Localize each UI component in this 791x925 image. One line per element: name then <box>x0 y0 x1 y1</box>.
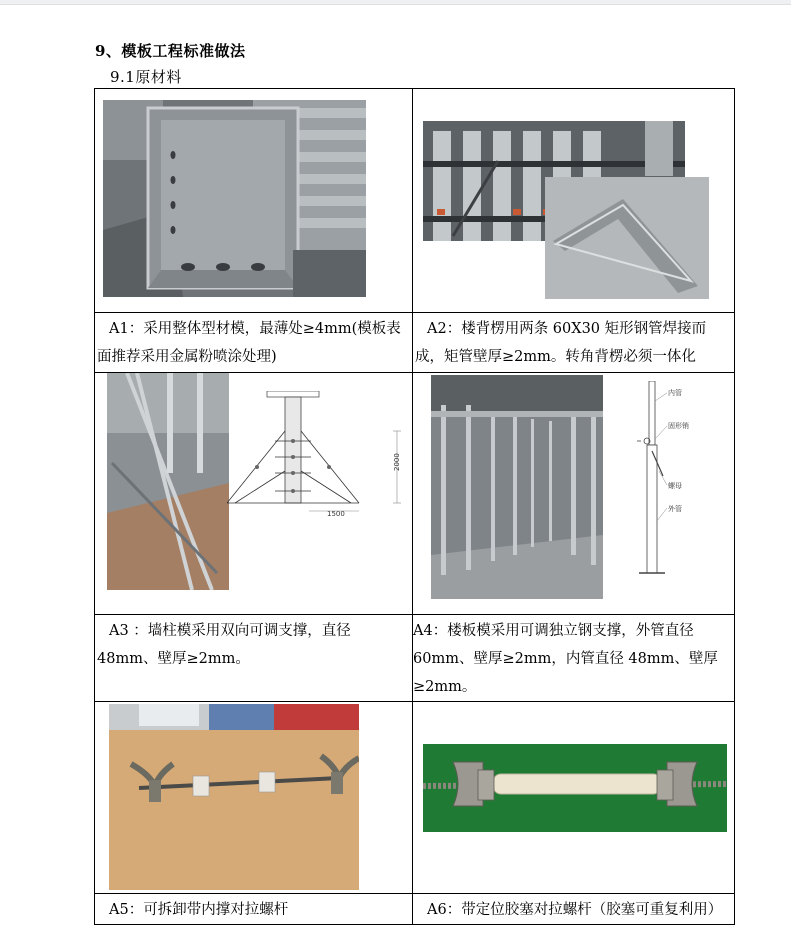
a4-ring-label: 固形销 <box>668 422 689 430</box>
caption-a3: A3 ：墙柱模采用双向可调支撑，直径 48mm、壁厚≥2mm。 <box>97 623 351 667</box>
caption-a1: A1：采用整体型材模，最薄处≥4mm(模板表面推荐采用金属粉喷涂处理) <box>97 321 401 365</box>
cell-a3-image <box>95 373 413 615</box>
caption-a5: A5：可拆卸带内撑对拉螺杆 <box>109 902 289 918</box>
materials-table <box>94 88 735 925</box>
cell-a4-caption <box>413 615 735 702</box>
a4-steel-prop-diagram <box>637 381 727 581</box>
photo-steel-props-icon <box>431 375 603 599</box>
caption-a2: A2：楼背楞用两条 60X30 矩形钢管焊接而成，矩管壁厚≥2mm。转角背楞必须一体化 <box>415 321 707 365</box>
cell-a2-caption <box>413 313 735 373</box>
photo-aluminum-formwork-icon <box>103 100 366 297</box>
photo-back-ridge-icon <box>423 121 709 299</box>
a4-outer-label: 外管 <box>668 505 682 513</box>
caption-a4: A4：楼板模采用可调独立钢支撑，外管直径 60mm、壁厚≥2mm，内管直径 48mm、壁厚≥2mm。 <box>413 623 718 695</box>
photo-tie-rod-plug-icon <box>423 744 727 832</box>
cell-a1-image <box>95 89 413 313</box>
a4-inner-label: 内管 <box>668 389 682 397</box>
cell-a5-caption <box>95 894 413 925</box>
photo-tie-rod-icon <box>109 704 359 890</box>
cell-a5-image <box>95 702 413 894</box>
photo-wall-brace-icon <box>107 373 229 590</box>
cell-a6-caption <box>413 894 735 925</box>
a3-wall-brace-diagram <box>227 391 409 517</box>
page-top-strip <box>0 0 791 5</box>
cell-a6-image <box>413 702 735 894</box>
cell-a4-image <box>413 373 735 615</box>
subsection-title: 9.1原材料 <box>110 68 182 86</box>
caption-a6: A6：带定位胶塞对拉螺杆（胶塞可重复利用） <box>427 902 723 918</box>
a3-height-label: 2000 <box>393 453 401 471</box>
cell-a3-caption <box>95 615 413 702</box>
cell-a2-image <box>413 89 735 313</box>
cell-a1-caption <box>95 313 413 373</box>
section-title: 9、模板工程标准做法 <box>95 42 246 60</box>
a3-width-label: 1500 <box>327 510 345 517</box>
a4-nut-label: 螺母 <box>668 482 682 490</box>
